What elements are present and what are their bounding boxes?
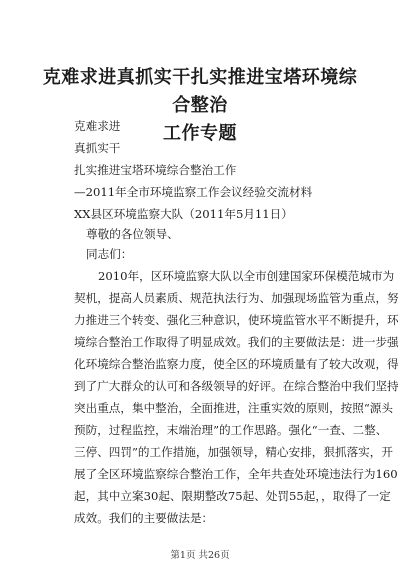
body-line: 境综合整治工作取得了明显成效。我们的主要做法是：进一步强: [74, 335, 399, 349]
body-line: 化环境综合整治监察力度，使全区的环境质量有了较大改观，得: [74, 357, 399, 371]
title-line-2: 工作专题: [163, 123, 237, 144]
body-line: 突出重点，集中整治，全面推进，注重实效的原则，按照“源头: [74, 401, 393, 415]
body-line: 力推进三个转变、强化三种意识，使环境监管水平不断提升，环: [74, 313, 399, 327]
header-line-5: XX县区环境监察大队（2011年5月11日）: [74, 207, 293, 221]
header-line-1: 克难求进: [74, 119, 121, 133]
salutation-line-2: 同志们：: [86, 247, 133, 261]
body-line: 2010年，区环境监察大队以全市创建国家环保模范城市为: [98, 269, 395, 283]
page-number-footer: 第1页 共26页: [170, 550, 230, 561]
salutation-line-1: 尊敬的各位领导、: [86, 227, 179, 241]
body-line: 成效。我们的主要做法是：: [74, 511, 214, 525]
body-line: 契机，提高人员素质、规范执法行为、加强现场监管为重点，努: [74, 291, 399, 305]
header-line-4: —2011年全市环境监察工作会议经验交流材料: [74, 185, 313, 199]
body-line: 起，其中立案30起、限期整改75起、处罚55起，，取得了一定: [74, 489, 391, 503]
header-line-2: 真抓实干: [74, 141, 121, 155]
document-title: [40, 64, 360, 148]
body-line: 三停、四罚”的工作措施，加强领导，精心安排，狠抓落实，开: [74, 445, 393, 459]
body-line: 到了广大群众的认可和各级领导的好评。在综合整治中我们坚持: [74, 379, 399, 393]
title-line-1: 克难求进真抓实干扎实推进宝塔环境综合整治: [42, 67, 358, 116]
header-line-3: 扎实推进宝塔环境综合整治工作: [74, 163, 237, 177]
body-line: 预防，过程监控，末端治理”的工作思路。强化“一查、二整、: [74, 423, 388, 437]
body-line: 展了全区环境监察综合整治工作，全年共查处环境违法行为160: [74, 467, 398, 481]
